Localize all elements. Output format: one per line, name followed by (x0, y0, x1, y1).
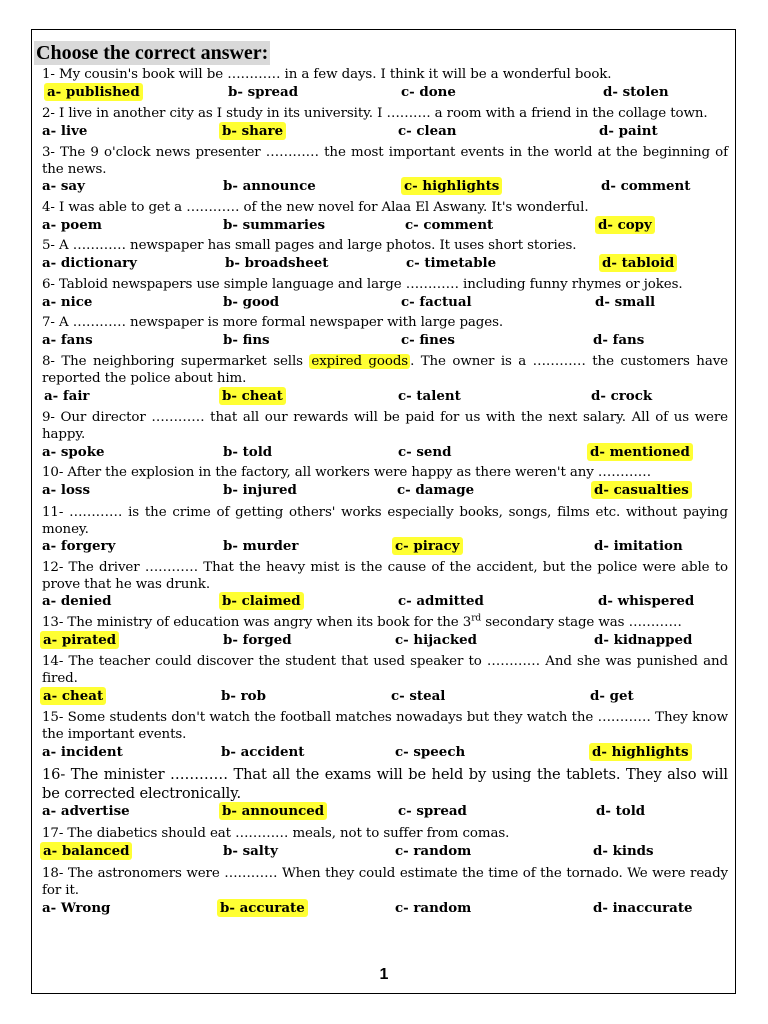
option-14d[interactable]: d- get (590, 688, 634, 704)
option-17a[interactable]: a- balanced (40, 842, 132, 860)
question-1: 1- My cousin's book will be ………… in a few days. I think it will be a wonderful book. (42, 67, 612, 82)
question-18: 18- The astronomers were ………… When they could estimate the time of the tornado. We were ready for it. (42, 866, 728, 898)
option-8c[interactable]: c- talent (398, 388, 461, 404)
option-5c[interactable]: c- timetable (406, 255, 497, 271)
option-17d[interactable]: d- kinds (593, 843, 654, 859)
option-14b[interactable]: b- rob (221, 688, 266, 704)
option-12d[interactable]: d- whispered (598, 593, 695, 609)
option-2d[interactable]: d- paint (599, 123, 658, 139)
option-11d[interactable]: d- imitation (594, 538, 683, 554)
option-16c[interactable]: c- spread (398, 803, 467, 819)
option-18d[interactable]: d- inaccurate (593, 900, 693, 916)
question-2: 2- I live in another city as I study in its university. I ………. a room with a friend in the collage town. (42, 106, 708, 121)
option-1a[interactable]: a- published (44, 83, 143, 101)
question-6: 6- Tabloid newspapers use simple language and large ………… including funny rhymes or jokes. (42, 277, 683, 292)
option-13d[interactable]: d- kidnapped (594, 632, 693, 648)
question-11: 11- ………… is the crime of getting others' works especially books, songs, films etc. without paying money. (42, 505, 728, 537)
option-9b[interactable]: b- told (223, 444, 273, 460)
option-4b[interactable]: b- summaries (223, 217, 326, 233)
option-10d[interactable]: d- casualties (591, 481, 692, 499)
option-17b[interactable]: b- salty (223, 843, 278, 859)
question-8-end: . The owner is a ………… the customers have reported the police about him. (42, 354, 728, 386)
option-13a[interactable]: a- pirated (40, 631, 119, 649)
option-13b[interactable]: b- forged (223, 632, 292, 648)
option-11a[interactable]: a- forgery (42, 538, 116, 554)
option-3b[interactable]: b- announce (223, 178, 316, 194)
option-4c[interactable]: c- comment (405, 217, 494, 233)
option-1c[interactable]: c- done (401, 84, 456, 100)
option-2a[interactable]: a- live (42, 123, 88, 139)
options-7 (42, 331, 728, 349)
question-16: 16- The minister ………… That all the exams will be held by using the tablets. They also will be corrected electronically. (42, 766, 728, 802)
option-14c[interactable]: c- steal (391, 688, 446, 704)
option-18a[interactable]: a- Wrong (42, 900, 111, 916)
option-7d[interactable]: d- fans (593, 332, 645, 348)
option-12c[interactable]: c- admitted (398, 593, 484, 609)
worksheet-title: Choose the correct answer: (36, 42, 269, 64)
question-7: 7- A ………… newspaper is more formal newspaper with large pages. (42, 315, 504, 330)
options-9 (42, 443, 728, 461)
option-3a[interactable]: a- say (42, 178, 85, 194)
option-2c[interactable]: c- clean (398, 123, 457, 139)
option-15a[interactable]: a- incident (42, 744, 123, 760)
option-2b[interactable]: b- share (219, 122, 286, 140)
option-3c[interactable]: c- highlights (401, 177, 502, 195)
option-8d[interactable]: d- crock (591, 388, 653, 404)
question-4: 4- I was able to get a ………… of the new novel for Alaa El Aswany. It's wonderful. (42, 200, 589, 215)
question-15: 15- Some students don't watch the football matches nowadays but they watch the ………… They know the important events. (42, 710, 728, 742)
options-6 (42, 293, 728, 311)
option-18b[interactable]: b- accurate (217, 899, 308, 917)
option-4a[interactable]: a- poem (42, 217, 102, 233)
option-5d[interactable]: d- tabloid (599, 254, 677, 272)
question-13-end: secondary stage was ………… (481, 615, 682, 630)
question-12: 12- The driver ………… That the heavy mist is the cause of the accident, but the police were able to prove that he was drunk. (42, 560, 728, 592)
page-number: 1 (379, 966, 389, 983)
question-13 (42, 614, 728, 631)
option-15c[interactable]: c- speech (395, 744, 466, 760)
option-1b[interactable]: b- spread (228, 84, 299, 100)
option-8a[interactable]: a- fair (44, 388, 90, 404)
options-3 (42, 177, 728, 195)
option-15b[interactable]: b- accident (221, 744, 305, 760)
option-16a[interactable]: a- advertise (42, 803, 130, 819)
option-1d[interactable]: d- stolen (603, 84, 669, 100)
options-10 (42, 481, 728, 499)
option-3d[interactable]: d- comment (601, 178, 691, 194)
option-7a[interactable]: a- fans (42, 332, 93, 348)
option-9a[interactable]: a- spoke (42, 444, 105, 460)
option-11c[interactable]: c- piracy (392, 537, 463, 555)
option-7c[interactable]: c- fines (401, 332, 455, 348)
options-12 (42, 592, 728, 610)
option-14a[interactable]: a- cheat (40, 687, 106, 705)
option-10b[interactable]: b- injured (223, 482, 297, 498)
question-8 (42, 353, 728, 387)
options-11 (42, 537, 728, 555)
option-6a[interactable]: a- nice (42, 294, 93, 310)
option-5b[interactable]: b- broadsheet (225, 255, 329, 271)
options-8 (42, 387, 728, 405)
option-6d[interactable]: d- small (595, 294, 656, 310)
question-14: 14- The teacher could discover the student that used speaker to ………… And she was punished and fired. (42, 654, 728, 686)
option-4d[interactable]: d- copy (595, 216, 655, 234)
option-12b[interactable]: b- claimed (219, 592, 304, 610)
options-16 (42, 802, 728, 820)
options-15 (42, 743, 728, 761)
options-18 (42, 899, 728, 917)
option-17c[interactable]: c- random (395, 843, 472, 859)
option-10c[interactable]: c- damage (397, 482, 475, 498)
option-11b[interactable]: b- murder (223, 538, 299, 554)
question-17: 17- The diabetics should eat ………… meals, not to suffer from comas. (42, 826, 510, 841)
option-18c[interactable]: c- random (395, 900, 472, 916)
option-9c[interactable]: c- send (398, 444, 452, 460)
option-12a[interactable]: a- denied (42, 593, 112, 609)
options-1 (42, 83, 728, 101)
superscript-rd: rd (471, 613, 482, 624)
options-14 (42, 687, 728, 705)
question-8-start: 8- The neighboring supermarket sells (42, 354, 310, 369)
question-5: 5- A ………… newspaper has small pages and large photos. It uses short stories. (42, 238, 577, 253)
option-6b[interactable]: b- good (223, 294, 280, 310)
options-17 (42, 842, 728, 860)
option-15d[interactable]: d- highlights (589, 743, 692, 761)
option-10a[interactable]: a- loss (42, 482, 90, 498)
question-9: 9- Our director ………… that all our rewards will be paid for us with the next salary. All of us were happy. (42, 410, 728, 442)
options-2 (42, 122, 728, 140)
question-10: 10- After the explosion in the factory, all workers were happy as there weren't any ………… (42, 465, 652, 480)
option-6c[interactable]: c- factual (401, 294, 472, 310)
highlighted-phrase: expired goods (311, 354, 409, 369)
option-9d[interactable]: d- mentioned (587, 443, 693, 461)
option-8b[interactable]: b- cheat (219, 387, 286, 405)
option-13c[interactable]: c- hijacked (395, 632, 478, 648)
question-13-start: 13- The ministry of education was angry when its book for the 3 (42, 615, 472, 630)
options-5 (42, 254, 728, 272)
question-3: 3- The 9 o'clock news presenter ………… the most important events in the world at the beginning of the news. (42, 145, 728, 177)
option-16b[interactable]: b- announced (219, 802, 327, 820)
option-7b[interactable]: b- fins (223, 332, 270, 348)
options-4 (42, 216, 728, 234)
option-16d[interactable]: d- told (596, 803, 646, 819)
options-13 (42, 631, 728, 649)
option-5a[interactable]: a- dictionary (42, 255, 137, 271)
